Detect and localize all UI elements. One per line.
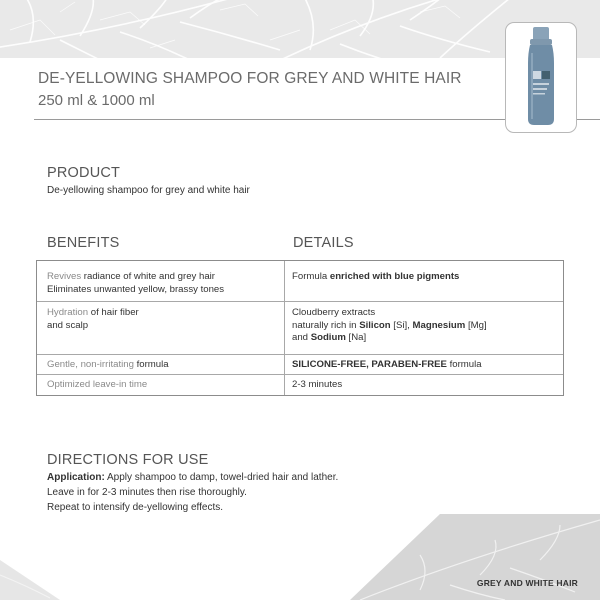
cell-text: [Na]: [345, 332, 367, 343]
cell-text: 2-3 minutes: [292, 379, 343, 390]
product-heading: PRODUCT: [47, 165, 121, 181]
cell-text: radiance of white and grey hair: [81, 271, 215, 282]
cell-text: Sodium: [310, 332, 346, 343]
cell-text: Eliminates unwanted yellow, brassy tones: [47, 283, 225, 295]
cell-text: Hydration: [47, 307, 89, 318]
product-description: De-yellowing shampoo for grey and white hair: [47, 185, 250, 196]
details-heading: DETAILS: [293, 235, 354, 251]
cell-text: of hair fiber: [88, 307, 139, 318]
page-subtitle-sizes: 250 ml & 1000 ml: [38, 92, 155, 109]
cell-text: Formula: [292, 271, 330, 282]
benefits-heading: BENEFITS: [47, 235, 120, 251]
cell-text: [Mg]: [465, 319, 487, 331]
directions-line-2: Leave in for 2-3 minutes then rise thoroughly.: [47, 487, 247, 498]
application-text: Apply shampoo to damp, towel-dried hair and lather.: [104, 472, 339, 483]
footer-label: GREY AND WHITE HAIR: [476, 578, 578, 588]
cell-text: naturally rich in: [292, 319, 360, 331]
cell-text: Optimized leave-in time: [47, 379, 148, 390]
cell-text: Silicon: [359, 319, 391, 331]
cell-text: Revives: [47, 271, 82, 282]
directions-line-3: Repeat to intensify de-yellowing effects.: [47, 502, 224, 513]
cell-text: Magnesium: [412, 319, 466, 331]
cell-text: formula: [446, 359, 482, 370]
cell-text: formula: [133, 359, 169, 370]
cell-text: SILICONE-FREE, PARABEN-FREE: [292, 359, 447, 370]
cell-text: Gentle, non-irritating: [47, 359, 134, 370]
cell-text: and: [292, 332, 311, 343]
cell-text: enriched with blue pigments: [329, 271, 460, 282]
application-label: Application:: [47, 472, 105, 483]
directions-heading: DIRECTIONS FOR USE: [47, 452, 209, 468]
cell-text: and scalp: [47, 319, 89, 331]
cell-text: [Si],: [390, 319, 413, 331]
cell-text: Cloudberry extracts: [292, 307, 376, 318]
page-title: DE-YELLOWING SHAMPOO FOR GREY AND WHITE HAIR: [38, 70, 462, 87]
